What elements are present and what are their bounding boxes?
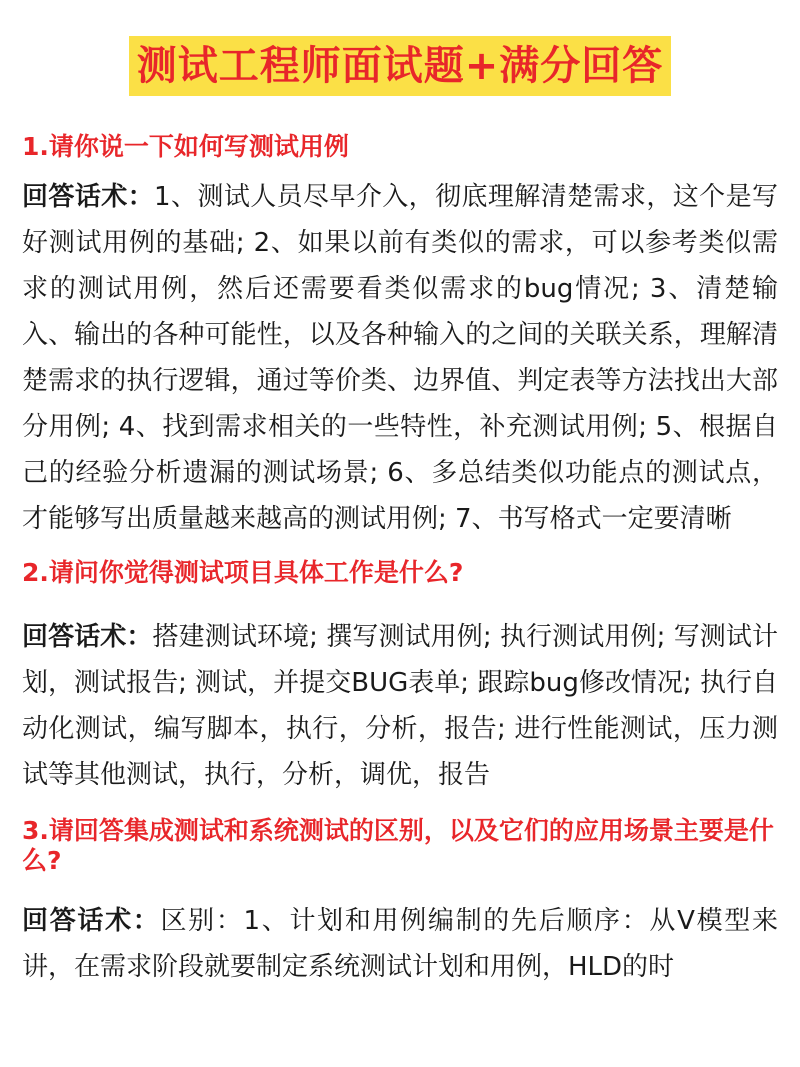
answer-2 bbox=[22, 614, 778, 798]
page-title: 测试工程师面试题+满分回答 bbox=[129, 36, 672, 96]
answer-label: 回答话术： bbox=[22, 622, 153, 652]
answer-label: 回答话术： bbox=[22, 182, 155, 212]
question-2: 2.请问你觉得测试项目具体工作是什么? bbox=[22, 558, 464, 587]
answer-1-text: 1、测试人员尽早介入，彻底理解清楚需求，这个是写好测试用例的基础; 2、如果以前有类似的需求，可以参考类似需求的测试用例，然后还需要看类似需求的bug情况; 3、清楚输入、输出的各种可能性，以及各种输入的之间的关联关系，理解清楚需求的执行逻辑，通过等价类、边界值、判定表等方法找出大部分用例; 4、找到需求相关的一些特性，补充测试用例; 5、根据自己的经验分析遗漏的测试场景; 6、多总结类似功能点的测试点，才能够写出质量越来越高的测试用例; 7、书写格式一定要清晰 bbox=[22, 182, 778, 534]
answer-1 bbox=[22, 174, 778, 542]
title-banner bbox=[0, 36, 800, 96]
answer-2-text: 搭建测试环境; 撰写测试用例; 执行测试用例; 写测试计划，测试报告; 测试，并提交BUG表单; 跟踪bug修改情况; 执行自动化测试，编写脚本，执行，分析，报告; 进行性能测试，压力测试等其他测试，执行，分析，调优，报告 bbox=[22, 622, 778, 790]
answer-label: 回答话术： bbox=[22, 906, 161, 936]
answer-3-text: 区别：1、计划和用例编制的先后顺序：从V模型来讲，在需求阶段就要制定系统测试计划和用例，HLD的时 bbox=[22, 906, 778, 982]
question-1: 1.请你说一下如何写测试用例 bbox=[22, 132, 349, 161]
article-body bbox=[22, 132, 778, 990]
question-3: 3.请回答集成测试和系统测试的区别，以及它们的应用场景主要是什么? bbox=[22, 816, 774, 875]
answer-3 bbox=[22, 898, 778, 990]
